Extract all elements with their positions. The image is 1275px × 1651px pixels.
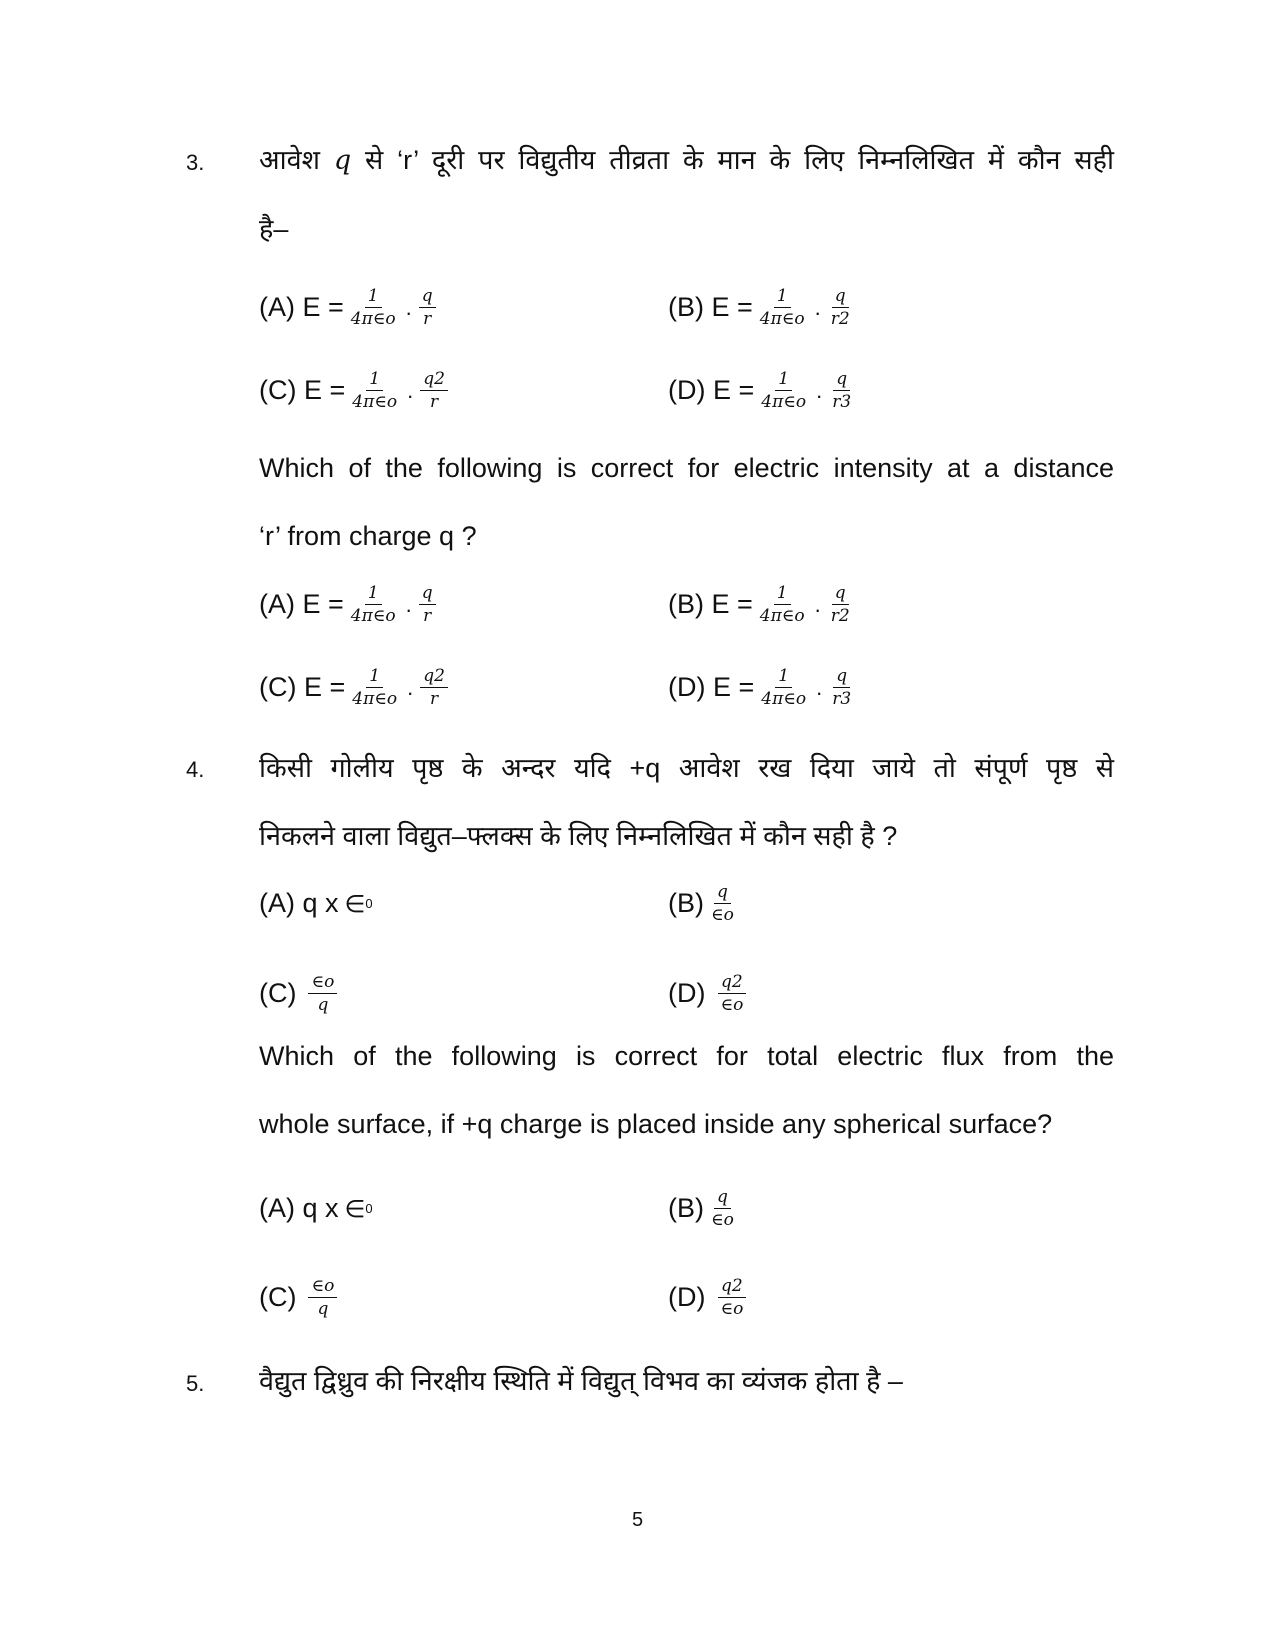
option-d: (D) $\frac{q2}{\in o}$ — [668, 972, 750, 1015]
option-a: (A) E = $\frac{1}{4\pi\in o}$ . $\frac{q}{r}$ — [259, 583, 440, 626]
question-3-english-line-1: Which of the following is correct for electric intensity at a distance — [259, 453, 1114, 483]
question-4-english — [259, 1022, 1114, 1158]
question-4-hindi-line-2: निकलने वाला विद्युत–फ्लक्स के लिए निम्नलिखित में कौन सही है ? — [259, 821, 898, 851]
option-d: (D) E = $\frac{1}{4\pi\in o}$ . $\frac{q}{r3}$ — [668, 369, 852, 412]
question-4-english-line-1: Which of the following is correct for total electric flux from the — [259, 1041, 1114, 1071]
question-number: 5. — [186, 1371, 205, 1396]
option-b: (B) E = $\frac{1}{4\pi\in o}$ . $\frac{q}{r2}$ — [668, 286, 850, 329]
question-4-hindi — [259, 734, 1114, 870]
option-c: (C) E = $\frac{1}{4\pi\in o}$ . $\frac{q2}{r}$ — [259, 369, 452, 412]
question-5-hindi-line-1: वैद्युत द्विध्रुव की निरक्षीय स्थिति में विद्युत् विभव का व्यंजक होता है – — [259, 1366, 903, 1396]
option-a: (A) E = $\frac{1}{4\pi\in o}$ . $\frac{q}{r}$ — [259, 286, 440, 329]
option-c: (C) $\frac{\in o}{q}$ — [259, 972, 341, 1015]
question-4-hindi-line-1: किसी गोलीय पृष्ठ के अन्दर यदि +q आवेश रख दिया जाये तो संपूर्ण पृष्ठ से — [259, 753, 1114, 783]
option-a: (A) q x ∈ 0 — [259, 888, 373, 918]
option-d: (D) $\frac{q2}{\in o}$ — [668, 1276, 750, 1319]
option-b: (B) $\frac{q}{\in o}$ — [668, 1187, 734, 1230]
option-d: (D) E = $\frac{1}{4\pi\in o}$ . $\frac{q}{r3}$ — [668, 666, 852, 709]
question-3-hindi — [259, 126, 1114, 263]
option-b: (B) E = $\frac{1}{4\pi\in o}$ . $\frac{q}{r2}$ — [668, 583, 850, 626]
question-3-hindi-line-2: है– — [259, 214, 289, 244]
question-3-hindi-line-1: आवेश q से ‘r’ दूरी पर विद्युतीय तीव्रता के मान के लिए निम्नलिखित में कौन सही — [259, 145, 1114, 176]
option-c: (C) E = $\frac{1}{4\pi\in o}$ . $\frac{q2}{r}$ — [259, 666, 452, 709]
question-5-hindi — [259, 1347, 1114, 1415]
option-c: (C) $\frac{\in o}{q}$ — [259, 1276, 341, 1319]
question-3-english — [259, 434, 1114, 570]
page-number: 5 — [631, 1509, 644, 1531]
option-a: (A) q x ∈ 0 — [259, 1193, 373, 1223]
question-3-english-line-2: ‘r’ from charge q ? — [259, 521, 477, 551]
question-number: 4. — [186, 757, 205, 782]
question-number: 3. — [186, 150, 205, 175]
question-4-english-line-2: whole surface, if +q charge is placed inside any spherical surface? — [259, 1109, 1053, 1139]
option-b: (B) $\frac{q}{\in o}$ — [668, 882, 734, 925]
